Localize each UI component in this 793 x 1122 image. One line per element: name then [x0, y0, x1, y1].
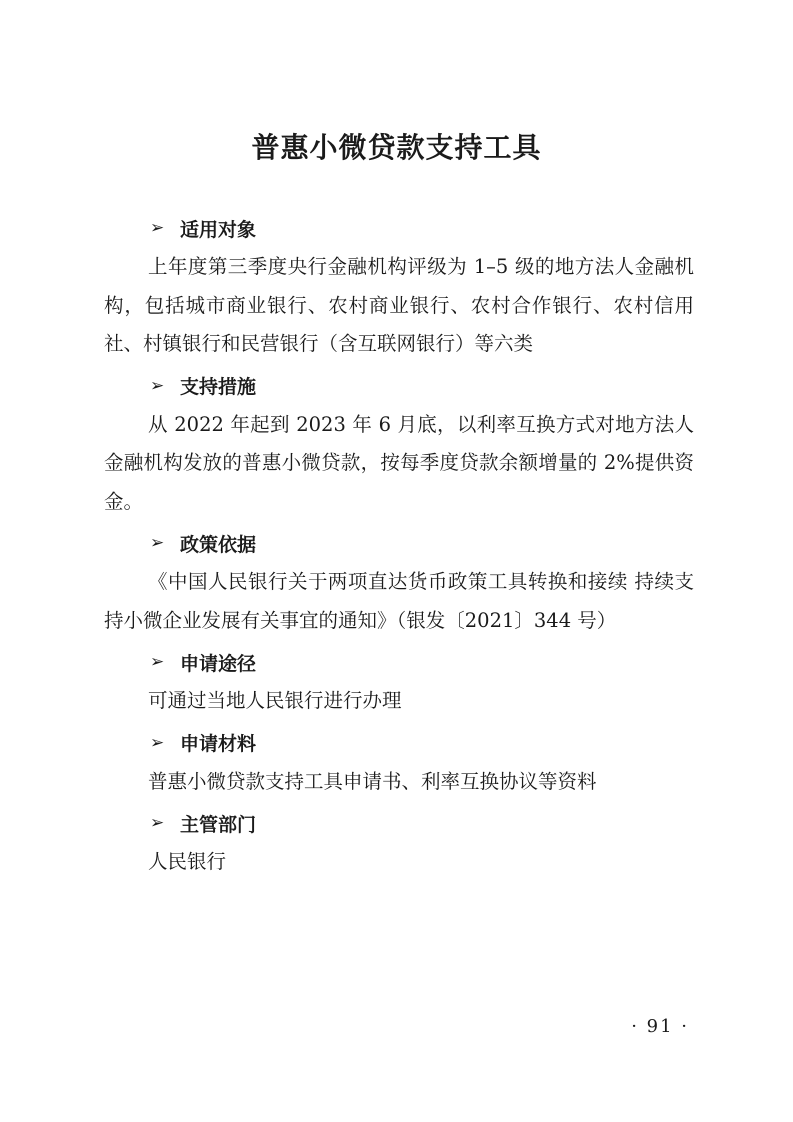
section-heading-label: 支持措施 [180, 376, 257, 398]
section-heading [104, 723, 694, 763]
section-body: 《中国人民银行关于两项直达货币政策工具转换和接续 持续支持小微企业发展有关事宜的通知》（银发〔2021〕344 号） [104, 570, 694, 632]
section-heading [104, 523, 694, 563]
section-application-materials [104, 723, 694, 804]
page-number: · 91 · [631, 1016, 689, 1037]
section-body: 从 2022 年起到 2023 年 6 月底，以利率互换方式对地方法人金融机构发放的普惠小微贷款，按每季度贷款余额增量的 2%提供资金。 [104, 412, 694, 513]
section-heading [104, 642, 694, 682]
section-body: 人民银行 [148, 850, 227, 873]
section-body: 上年度第三季度央行金融机构评级为 1–5 级的地方法人金融机构，包括城市商业银行、农村商业银行、农村合作银行、农村信用社、村镇银行和民营银行（含互联网银行）等六类 [104, 255, 694, 355]
section-heading-label: 政策依据 [180, 533, 257, 556]
section-competent-department [104, 803, 694, 884]
page-title: 普惠小微贷款支持工具 [251, 131, 542, 164]
arrow-bullet-icon: ➢ [150, 218, 165, 238]
section-heading [104, 803, 694, 843]
section-target-audience [104, 208, 694, 366]
section-heading [104, 208, 694, 248]
section-heading-label: 申请途径 [180, 652, 257, 675]
arrow-bullet-icon: ➢ [150, 375, 165, 396]
content-body [104, 208, 694, 884]
section-heading-label: 主管部门 [180, 813, 257, 836]
section-heading [104, 366, 694, 406]
section-policy-basis [104, 523, 694, 642]
arrow-bullet-icon: ➢ [150, 533, 165, 553]
section-heading-label: 申请材料 [180, 733, 257, 755]
section-application-channel [104, 642, 694, 723]
section-support-measures [104, 366, 694, 524]
section-heading-label: 适用对象 [180, 218, 257, 241]
arrow-bullet-icon: ➢ [150, 732, 165, 753]
arrow-bullet-icon: ➢ [150, 652, 165, 672]
section-body: 普惠小微贷款支持工具申请书、利率互换协议等资料 [148, 769, 597, 793]
arrow-bullet-icon: ➢ [150, 813, 165, 833]
section-body: 可通过当地人民银行进行办理 [148, 689, 402, 712]
